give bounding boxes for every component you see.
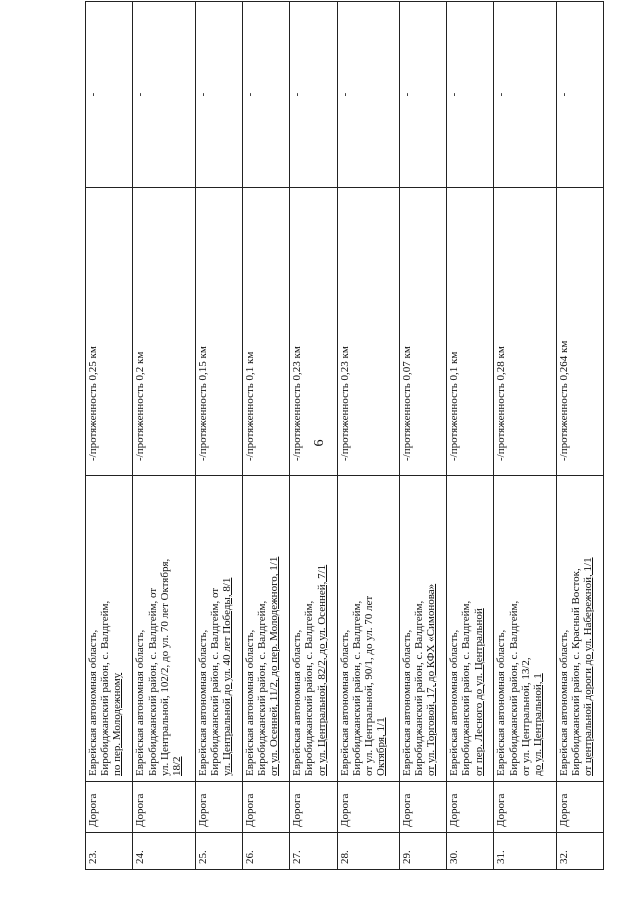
address-line: Биробиджанский район, с. Валдгейм, bbox=[412, 600, 425, 776]
address-cell bbox=[556, 476, 603, 782]
roads-table-body bbox=[86, 2, 604, 870]
extent-cell: -/протяженность 0,2 км bbox=[133, 188, 195, 476]
note-cell: - bbox=[133, 2, 195, 188]
page-number: 6 bbox=[312, 439, 327, 447]
row-number-cell: 31. bbox=[494, 833, 556, 870]
table-row bbox=[447, 2, 494, 870]
object-type-cell: Дорога bbox=[242, 782, 289, 833]
address-line: Еврейская автономная область, bbox=[87, 629, 99, 776]
note-cell: - bbox=[337, 2, 399, 188]
object-type-cell: Дорога bbox=[195, 782, 242, 833]
address-line: Биробиджанский район, с. Валдгейм, bbox=[507, 600, 520, 776]
address-line: Октября, 1/1 bbox=[375, 717, 388, 776]
address-line: Биробиджанский район, с. Валдгейм, от bbox=[208, 587, 221, 776]
address-cell bbox=[86, 476, 133, 782]
extent-cell: -/протяженность 0,1 км bbox=[447, 188, 494, 476]
address-line: Биробиджанский район, с. Валдгейм, bbox=[350, 600, 363, 776]
address-line: ул. Центральной до ул. 40 лет Победы, 8/1 bbox=[220, 577, 233, 776]
address-cell bbox=[133, 476, 195, 782]
address-line: Еврейская автономная область, bbox=[291, 629, 304, 776]
table-row bbox=[195, 2, 242, 870]
object-type-cell: Дорога bbox=[494, 782, 556, 833]
address-cell bbox=[337, 476, 399, 782]
row-number-cell: 29. bbox=[399, 833, 446, 870]
address-cell bbox=[494, 476, 556, 782]
object-type-cell: Дорога bbox=[447, 782, 494, 833]
table-row bbox=[290, 2, 337, 870]
note-cell: - bbox=[556, 2, 603, 188]
table-row bbox=[242, 2, 289, 870]
row-number-cell: 26. bbox=[242, 833, 289, 870]
address-line: Еврейская автономная область, bbox=[134, 629, 147, 776]
extent-cell: -/протяженность 0,1 км bbox=[242, 188, 289, 476]
address-line: от центральной дороги до ул. Набережной, 1/1 bbox=[582, 557, 595, 776]
address-line: от ул. Торговой, 17, до КФХ «Симонова» bbox=[425, 583, 438, 776]
object-type-cell: Дорога bbox=[337, 782, 399, 833]
address-line: Биробиджанский район, с. Валдгейм, bbox=[256, 600, 269, 776]
note-cell: - bbox=[195, 2, 242, 188]
address-line: 18/2 bbox=[170, 756, 183, 776]
extent-cell: -/протяженность 0,264 км bbox=[556, 188, 603, 476]
note-cell: - bbox=[290, 2, 337, 188]
note-cell: - bbox=[447, 2, 494, 188]
roads-table bbox=[85, 1, 604, 870]
table-row bbox=[494, 2, 556, 870]
extent-cell: -/протяженность 0,23 км bbox=[290, 188, 337, 476]
table-row bbox=[556, 2, 603, 870]
object-type-cell: Дорога bbox=[290, 782, 337, 833]
extent-cell: -/протяженность 0,07 км bbox=[399, 188, 446, 476]
table-row bbox=[86, 2, 133, 870]
table-row bbox=[399, 2, 446, 870]
extent-cell: -/протяженность 0,15 км bbox=[195, 188, 242, 476]
address-line: Еврейская автономная область, bbox=[495, 629, 508, 776]
address-line: Еврейская автономная область, bbox=[196, 629, 209, 776]
table-row bbox=[337, 2, 399, 870]
object-type-cell: Дорога bbox=[86, 782, 133, 833]
address-line: Еврейская автономная область, bbox=[557, 629, 570, 776]
address-line: от ул. Центральной, 90/1, до ул. 70 лет bbox=[362, 595, 375, 776]
object-type-cell: Дорога bbox=[399, 782, 446, 833]
address-line: от ул. Центральной, 82/2, до ул. Осенней, 7/1 bbox=[315, 564, 328, 776]
row-number-cell: 24. bbox=[133, 833, 195, 870]
rotated-page-content bbox=[85, 32, 604, 870]
address-line: ул. Центральной, 102/2, до ул. 70 лет Октября, bbox=[158, 558, 171, 776]
row-number-cell: 27. bbox=[290, 833, 337, 870]
row-number-cell: 30. bbox=[447, 833, 494, 870]
table-row bbox=[133, 2, 195, 870]
address-line: от пер. Лесного до ул. Центральной bbox=[472, 608, 485, 776]
row-number-cell: 32. bbox=[556, 833, 603, 870]
address-line: от ул. Центральной, 13/2, bbox=[519, 657, 532, 776]
extent-cell: -/протяженность 0,23 км bbox=[337, 188, 399, 476]
address-line: Еврейская автономная область, bbox=[243, 629, 256, 776]
address-line: от ул. Осенней, 11/2, до пер. Молодежного, 1/1 bbox=[268, 556, 281, 776]
note-cell: - bbox=[494, 2, 556, 188]
object-type-cell: Дорога bbox=[556, 782, 603, 833]
note-cell: - bbox=[242, 2, 289, 188]
address-line: по пер. Молодежному bbox=[111, 672, 124, 776]
address-line: Биробиджанский район, с. Красный Восток, bbox=[569, 568, 582, 776]
address-cell bbox=[242, 476, 289, 782]
address-line: Биробиджанский район, с. Валдгейм, bbox=[99, 600, 112, 776]
row-number-cell: 23. bbox=[86, 833, 133, 870]
row-number-cell: 25. bbox=[195, 833, 242, 870]
address-cell bbox=[447, 476, 494, 782]
rotated-table-area bbox=[85, 32, 604, 870]
note-cell: - bbox=[86, 2, 133, 188]
address-line: Еврейская автономная область, bbox=[338, 629, 351, 776]
extent-cell: -/протяженность 0,28 км bbox=[494, 188, 556, 476]
object-type-cell: Дорога bbox=[133, 782, 195, 833]
note-cell: - bbox=[399, 2, 446, 188]
address-line: Биробиджанский район, с. Валдгейм, bbox=[460, 600, 473, 776]
address-cell bbox=[399, 476, 446, 782]
address-cell bbox=[195, 476, 242, 782]
address-line: Еврейская автономная область, bbox=[448, 629, 461, 776]
address-line: Биробиджанский район, с. Валдгейм, от bbox=[146, 587, 159, 776]
address-line: до ул. Центральной, 1 bbox=[532, 673, 545, 776]
extent-cell: -/протяженность 0,25 км bbox=[86, 188, 133, 476]
address-cell bbox=[290, 476, 337, 782]
address-line: Биробиджанский район, с. Валдгейм, bbox=[303, 600, 316, 776]
row-number-cell: 28. bbox=[337, 833, 399, 870]
address-line: Еврейская автономная область, bbox=[400, 629, 413, 776]
